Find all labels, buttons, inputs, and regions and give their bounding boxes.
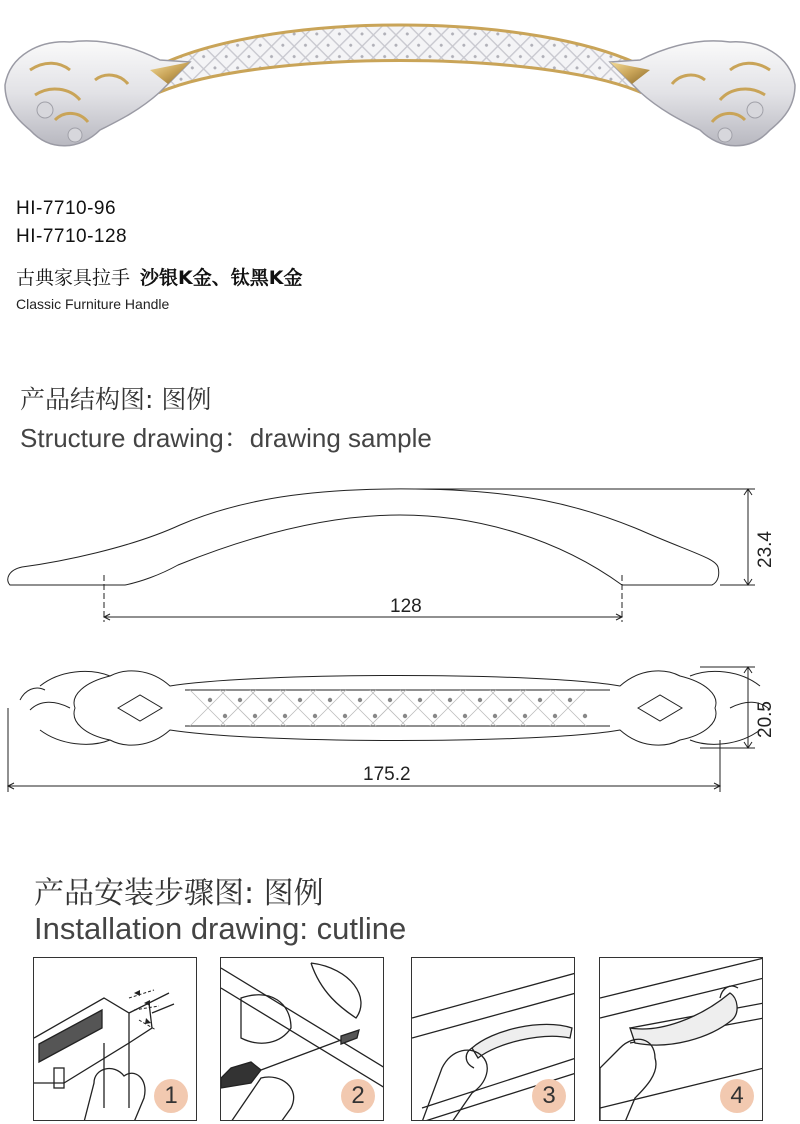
structure-drawing bbox=[0, 470, 800, 810]
product-name: 古典家具拉手 bbox=[16, 267, 131, 289]
product-name-en: Classic Furniture Handle bbox=[16, 296, 170, 312]
top-view-outline bbox=[74, 671, 716, 745]
install-step-2 bbox=[220, 957, 384, 1121]
step-number-badge: 1 bbox=[154, 1079, 188, 1113]
step-number-badge: 2 bbox=[341, 1079, 375, 1113]
dim-width: 20.5 bbox=[755, 701, 776, 738]
step-number-badge: 3 bbox=[532, 1079, 566, 1113]
structure-title-en: Structure drawing：drawing sample bbox=[20, 423, 432, 453]
product-finish: 沙银K金、钛黑K金 bbox=[140, 267, 303, 289]
product-name-cn bbox=[16, 263, 302, 290]
installation-title-cn: 产品安装步骤图: 图例 bbox=[34, 876, 324, 911]
dim-length: 175.2 bbox=[363, 764, 411, 785]
install-step-1 bbox=[33, 957, 197, 1121]
dim-height: 23.4 bbox=[755, 531, 776, 568]
install-step-3 bbox=[411, 957, 575, 1121]
model-number: HI-7710-96 bbox=[16, 198, 117, 219]
dim-hole-spacing: 128 bbox=[390, 596, 422, 617]
install-step-4 bbox=[599, 957, 763, 1121]
model-number: HI-7710-128 bbox=[16, 226, 128, 247]
side-view-outline bbox=[8, 489, 719, 585]
installation-title-en: Installation drawing: cutline bbox=[34, 911, 407, 946]
step-number-badge: 4 bbox=[720, 1079, 754, 1113]
structure-title-cn: 产品结构图: 图例 bbox=[20, 385, 212, 414]
product-photo bbox=[0, 0, 800, 170]
